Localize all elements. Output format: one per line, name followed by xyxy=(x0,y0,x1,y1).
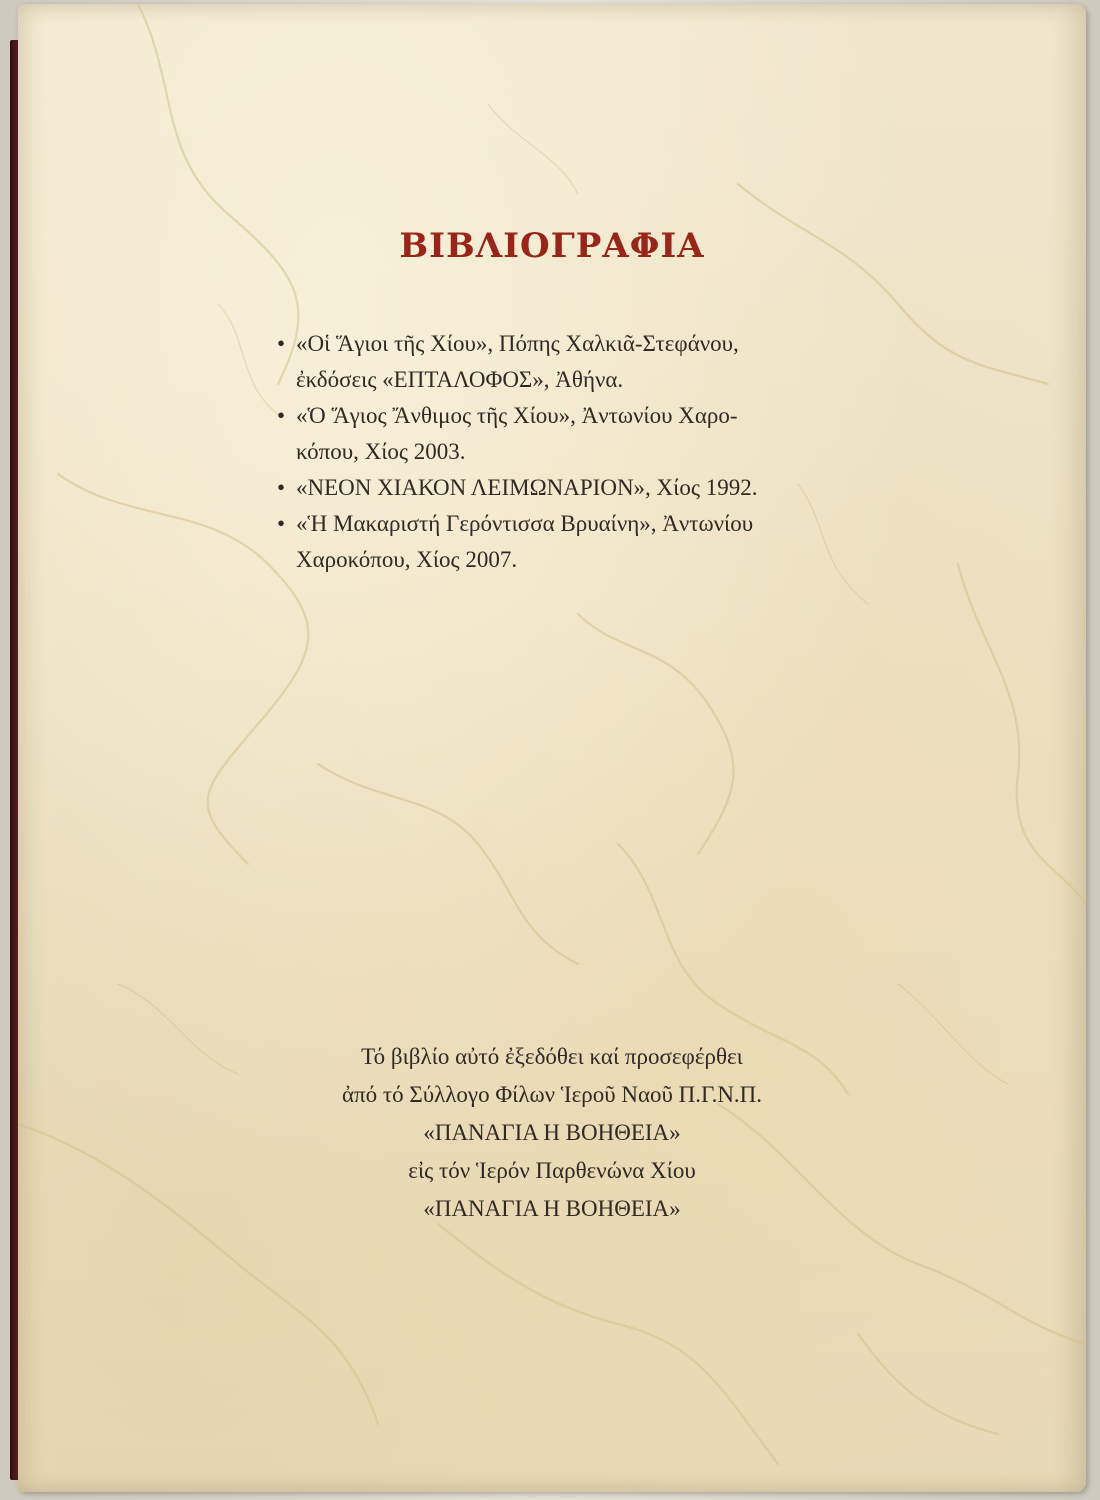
bullet-icon: • xyxy=(276,403,286,428)
bibliography-title: ΒΙΒΛΙΟΓΡΑΦΙΑ xyxy=(399,226,705,266)
bibliography-item-line: ἐκδόσεις «ΕΠΤΑΛΟΦΟΣ», Ἀθήνα. xyxy=(296,367,624,392)
dedication-line: «ΠΑΝΑΓΙΑ Η ΒΟΗΘΕΙΑ» xyxy=(423,1196,681,1221)
bibliography-item xyxy=(274,506,874,578)
bibliography-item-line: Χαροκόπου, Χίος 2007. xyxy=(296,547,518,572)
bibliography-item xyxy=(274,398,874,470)
bibliography-item-line: «Ὁ Ἅγιος Ἄνθιμος τῆς Χίου», Ἀντωνίου Χαρο- xyxy=(296,403,738,428)
dedication-line: ἀπό τό Σύλλογο Φίλων Ἱεροῦ Ναοῦ Π.Γ.Ν.Π. xyxy=(341,1082,763,1107)
bullet-icon: • xyxy=(276,331,286,356)
dedication-block xyxy=(18,1038,1086,1228)
dedication-line: εἰς τόν Ἱερόν Παρθενώνα Χίου xyxy=(408,1158,696,1183)
book-page xyxy=(18,4,1086,1492)
bullet-icon: • xyxy=(276,511,286,536)
bibliography-item xyxy=(274,470,874,506)
dedication-line: Τό βιβλίο αὐτό ἐξεδόθει καί προσεφέρθει xyxy=(361,1044,743,1069)
bibliography-item-line: «Οἱ Ἅγιοι τῆς Χίου», Πόπης Χαλκιᾶ-Στεφάνου, xyxy=(296,331,739,356)
bibliography-item xyxy=(274,326,874,398)
dedication-line: «ΠΑΝΑΓΙΑ Η ΒΟΗΘΕΙΑ» xyxy=(423,1120,681,1145)
bibliography-item-line: κόπου, Χίος 2003. xyxy=(296,439,466,464)
bullet-icon: • xyxy=(276,475,286,500)
bibliography-list xyxy=(274,326,874,578)
bibliography-item-line: «ΝΕΟΝ ΧΙΑΚΟΝ ΛΕΙΜΩΝΑΡΙΟΝ», Χίος 1992. xyxy=(296,475,758,500)
bibliography-item-line: «Ἡ Μακαριστή Γερόντισσα Βρυαίνη», Ἀντωνίου xyxy=(296,511,754,536)
